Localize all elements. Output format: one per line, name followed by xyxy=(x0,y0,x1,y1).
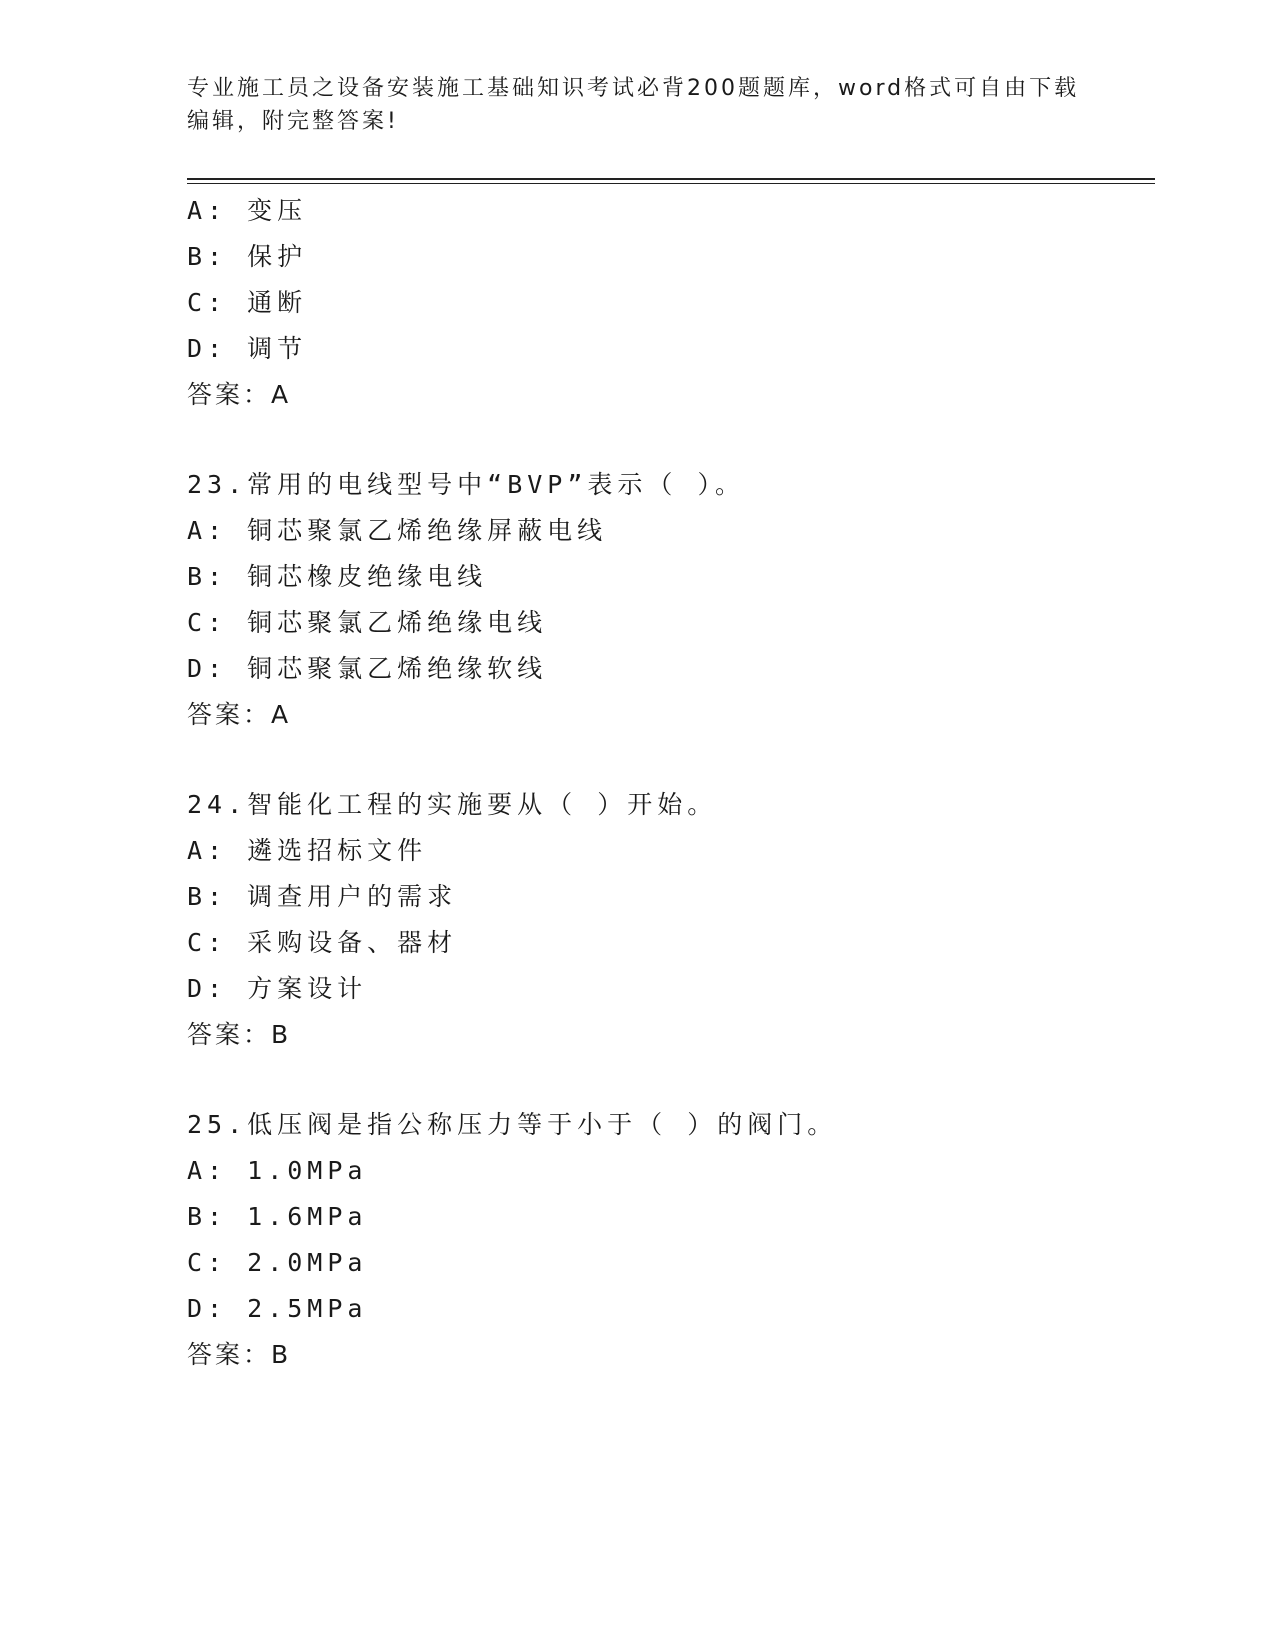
answer-label: 答案：A xyxy=(187,380,292,409)
spacer xyxy=(187,418,1155,462)
answer-label: 答案：A xyxy=(187,700,292,729)
question-22 xyxy=(187,188,1155,418)
spacer xyxy=(187,738,1155,782)
question-23 xyxy=(187,462,1155,738)
question-24 xyxy=(187,782,1155,1058)
option-a: A: 1.0MPa xyxy=(187,1156,368,1185)
option-c: C: 通断 xyxy=(187,288,308,317)
header-title-line-2: 编辑，附完整答案! xyxy=(187,109,399,134)
header-divider-thin xyxy=(187,183,1155,184)
option-b: B: 铜芯橡皮绝缘电线 xyxy=(187,562,488,591)
option-a: A: 铜芯聚氯乙烯绝缘屏蔽电线 xyxy=(187,516,608,545)
option-b: B: 保护 xyxy=(187,242,308,271)
option-d: D: 2.5MPa xyxy=(187,1294,368,1323)
option-c: C: 2.0MPa xyxy=(187,1248,368,1277)
spacer xyxy=(187,1058,1155,1102)
option-d: D: 铜芯聚氯乙烯绝缘软线 xyxy=(187,654,548,683)
header-divider-thick xyxy=(187,178,1155,180)
option-b: B: 1.6MPa xyxy=(187,1202,368,1231)
question-text: 23.常用的电线型号中“BVP”表示（ ）。 xyxy=(187,470,745,499)
option-c: C: 铜芯聚氯乙烯绝缘电线 xyxy=(187,608,548,637)
option-a: A: 遴选招标文件 xyxy=(187,836,428,865)
question-list xyxy=(187,188,1155,1378)
question-25 xyxy=(187,1102,1155,1378)
option-c: C: 采购设备、器材 xyxy=(187,928,458,957)
option-b: B: 调查用户的需求 xyxy=(187,882,458,911)
question-text: 24.智能化工程的实施要从（ ）开始。 xyxy=(187,790,718,819)
header-title-line-1: 专业施工员之设备安装施工基础知识考试必背200题题库，word格式可自由下载 xyxy=(187,76,1080,101)
option-a: A: 变压 xyxy=(187,196,308,225)
question-text: 25.低压阀是指公称压力等于小于（ ）的阀门。 xyxy=(187,1110,838,1139)
option-d: D: 方案设计 xyxy=(187,974,368,1003)
answer-label: 答案：B xyxy=(187,1020,292,1049)
option-d: D: 调节 xyxy=(187,334,308,363)
answer-label: 答案：B xyxy=(187,1340,292,1369)
document-header xyxy=(187,72,1087,138)
